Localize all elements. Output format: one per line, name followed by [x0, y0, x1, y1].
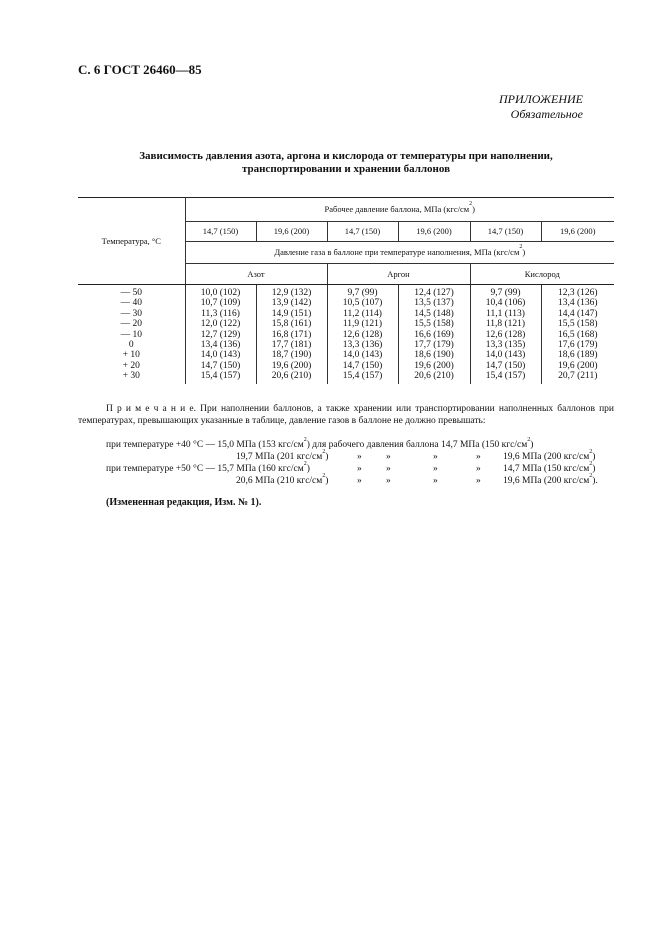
temperature-header: Температура, °С — [78, 198, 185, 285]
table-row — [78, 361, 614, 371]
pressure-value-cell: 20,6 (210) — [256, 371, 327, 383]
table-body — [78, 285, 614, 384]
pressure-value-cell: 20,6 (210) — [398, 371, 470, 383]
ditto-mark: » — [433, 464, 438, 474]
document-title-line1: Зависимость давления азота, аргона и кислорода от температуры при наполнении, — [139, 150, 553, 162]
pressure-value-cell: 13,4 (136) — [185, 340, 256, 350]
temperature-cell: + 10 — [78, 350, 185, 360]
pressure-col-4: 19,6 (200) — [398, 222, 470, 242]
pressure-value-cell: 11,2 (114) — [327, 309, 398, 319]
document-title — [78, 150, 614, 176]
pressure-value-cell: 10,7 (109) — [185, 298, 256, 308]
pressure-value-cell: 17,7 (181) — [256, 340, 327, 350]
pressure-value-cell: 18,7 (190) — [256, 350, 327, 360]
pressure-value-cell: 15,5 (158) — [398, 319, 470, 329]
table-row — [78, 309, 614, 319]
pressure-value-cell: 15,4 (157) — [185, 371, 256, 383]
pressure-value-cell: 15,4 (157) — [327, 371, 398, 383]
temperature-cell: — 30 — [78, 309, 185, 319]
ditto-mark: » — [476, 476, 481, 486]
ditto-mark: » — [476, 464, 481, 474]
pressure-value-cell: 12,0 (122) — [185, 319, 256, 329]
document-title-line2: транспортировании и хранении баллонов — [241, 163, 451, 175]
ditto-mark: » — [433, 476, 438, 486]
pressure-value-cell: 14,7 (150) — [327, 361, 398, 371]
gas-oxygen-header: Кислород — [470, 264, 614, 285]
page-header: С. 6 ГОСТ 26460—85 — [78, 62, 202, 77]
pressure-value-cell: 16,6 (169) — [398, 330, 470, 340]
note-limit-line-1: при температуре +40 °С — 15,0 МПа (153 кгс/$см^2$) для рабочего давления баллона 14,7 МПа (150 кгс/$см^2$) — [106, 437, 534, 450]
pressure-value-cell: 13,4 (136) — [557, 298, 598, 309]
pressure-col-2: 19,6 (200) — [256, 222, 327, 242]
pressure-value-cell: 12,4 (127) — [398, 285, 470, 299]
pressure-value-cell: 14,7 (150) — [470, 361, 541, 371]
temperature-cell: — 10 — [78, 330, 185, 340]
pressure-value-cell: 12,3 (126) — [557, 288, 598, 298]
ditto-mark: » — [357, 464, 362, 474]
pressure-col-6: 19,6 (200) — [541, 222, 614, 242]
pressure-value-cell: 14,5 (148) — [398, 309, 470, 319]
edition-note: (Измененная редакция, Изм. № 1). — [106, 497, 262, 508]
ditto-mark: » — [476, 452, 481, 462]
pressure-value-cell: 11,1 (113) — [470, 309, 541, 319]
pressure-value-cell: 9,7 (99) — [470, 285, 541, 299]
pressure-value-cell: 13,9 (142) — [256, 298, 327, 308]
ditto-mark: » — [386, 464, 391, 474]
note-text: При наполнении баллонов, а также хранении или транспортировании наполненных баллонов при температурах, превышающих указанные в таблице, давление газов в баллоне не должно превышать: — [78, 404, 615, 426]
pressure-value-cell: 13,3 (135) — [470, 340, 541, 350]
pressure-value-cell: 14,0 (143) — [185, 350, 256, 360]
pressure-value-cell: 9,7 (99) — [327, 285, 398, 299]
temperature-cell: 0 — [78, 340, 185, 350]
ditto-mark: » — [357, 452, 362, 462]
pressure-value-cell: 15,5 (158) — [557, 319, 598, 330]
temperature-cell: — 20 — [78, 319, 185, 329]
pressure-value-cell: 11,9 (121) — [327, 319, 398, 329]
pressure-value-cell: 12,7 (129) — [185, 330, 256, 340]
table-row — [78, 330, 614, 340]
pressure-value-cell: 10,4 (106) — [470, 298, 541, 308]
pressure-value-cell: 15,4 (157) — [470, 371, 541, 383]
pressure-value-cell: 19,6 (200) — [256, 361, 327, 371]
pressure-value-cell: 13,5 (137) — [398, 298, 470, 308]
temperature-cell: — 50 — [78, 285, 185, 299]
working-pressure-header: Рабочее давление баллона, МПа $(кгс/см^2)$ — [185, 198, 614, 222]
pressure-value-cell: 17,7 (179) — [398, 340, 470, 350]
appendix-heading — [499, 92, 583, 122]
pressure-value-cell: 14,9 (151) — [256, 309, 327, 319]
table-row — [78, 319, 614, 329]
pressure-value-cell: 19,6 (200) — [398, 361, 470, 371]
pressure-value-cell: 14,4 (147) — [557, 308, 598, 319]
pressure-value-cell: 10,0 (102) — [185, 285, 256, 299]
pressure-value-cell: 20,7 (211) — [558, 371, 598, 382]
gas-nitrogen-header: Азот — [185, 264, 327, 285]
table-row — [78, 298, 614, 308]
note-limit-line-3a: при температуре +50 °С — 15,7 МПа (160 кгс/$см^2$) — [106, 461, 310, 474]
pressure-table — [78, 197, 614, 384]
temperature-cell: + 30 — [78, 371, 185, 383]
pressure-value-cell: 16,8 (171) — [256, 330, 327, 340]
ditto-mark: » — [386, 452, 391, 462]
table-row — [78, 285, 614, 299]
pressure-value-cell: 15,8 (161) — [256, 319, 327, 329]
appendix-title: ПРИЛОЖЕНИЕ — [499, 92, 583, 106]
pressure-value-cell: 16,5 (168) — [557, 329, 598, 340]
pressure-value-cell: 11,3 (116) — [185, 309, 256, 319]
table-row — [78, 340, 614, 350]
fill-pressure-header: Давление газа в баллоне при температуре наполнения, МПа $(кгс/см^2)$ — [185, 242, 614, 264]
temperature-cell: — 40 — [78, 298, 185, 308]
note-limit-line-2b: 19,6 МПа (200 кгс/$см^2$) — [503, 449, 596, 462]
appendix-subtitle: Обязательное — [510, 107, 583, 121]
pressure-value-cell: 18,6 (190) — [398, 350, 470, 360]
pressure-value-cell: 10,5 (107) — [327, 298, 398, 308]
note-limit-line-4a: 20,6 МПа (210 кгс/$см^2$) — [236, 473, 329, 486]
note — [78, 404, 614, 427]
pressure-col-1: 14,7 (150) — [185, 222, 256, 242]
ditto-mark: » — [386, 476, 391, 486]
pressure-value-cell: 13,3 (136) — [327, 340, 398, 350]
pressure-value-cell: 18,6 (189) — [557, 350, 598, 361]
pressure-value-cell: 11,8 (121) — [470, 319, 541, 329]
note-limit-line-3b: 14,7 МПа (150 кгс/$см^2$) — [503, 461, 596, 474]
table-row — [78, 371, 614, 383]
pressure-value-cell: 19,6 (200) — [557, 360, 598, 371]
table-row — [78, 350, 614, 360]
note-label: П р и м е ч а н и е. — [106, 404, 196, 414]
pressure-value-cell: 14,0 (143) — [470, 350, 541, 360]
note-limit-line-2a: 19,7 МПа (201 кгс/$см^2$) — [236, 449, 329, 462]
pressure-value-cell: 14,7 (150) — [185, 361, 256, 371]
gas-argon-header: Аргон — [327, 264, 470, 285]
pressure-value-cell: 12,6 (128) — [327, 330, 398, 340]
note-limit-line-4b: 19,6 МПа (200 кгс/$см^2$). — [503, 473, 598, 486]
pressure-col-5: 14,7 (150) — [470, 222, 541, 242]
pressure-value-cell: 12,9 (132) — [256, 285, 327, 299]
ditto-mark: » — [357, 476, 362, 486]
temperature-cell: + 20 — [78, 361, 185, 371]
pressure-value-cell: 17,6 (179) — [557, 340, 598, 351]
pressure-value-cell: 12,6 (128) — [470, 330, 541, 340]
pressure-col-3: 14,7 (150) — [327, 222, 398, 242]
ditto-mark: » — [433, 452, 438, 462]
pressure-value-cell: 14,0 (143) — [327, 350, 398, 360]
